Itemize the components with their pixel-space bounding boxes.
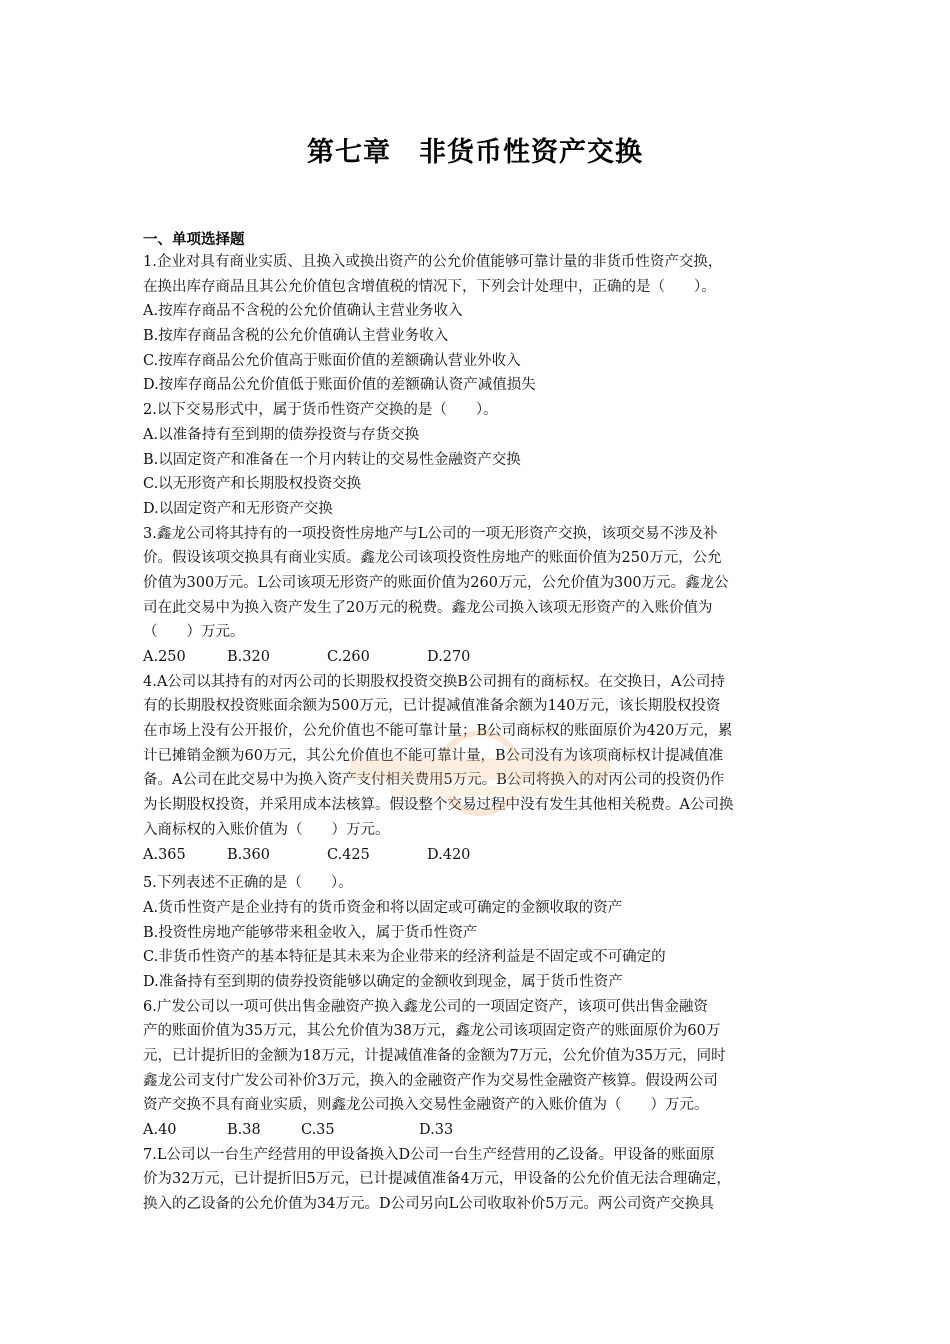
question-text-line: 7.L公司以一台生产经营用的甲设备换入D公司一台生产经营用的乙设备。甲设备的账面原 — [143, 1146, 715, 1163]
option-a: A.货币性资产是企业持有的货币资金和将以固定或可确定的金额收取的资产 — [143, 899, 623, 916]
question-5 — [143, 871, 811, 994]
question-3 — [143, 522, 811, 670]
option-b: B.320 — [227, 649, 270, 665]
question-text-line: 1.企业对具有商业实质、且换入或换出资产的公允价值能够可靠计量的非货币性资产交换， — [143, 254, 723, 270]
question-text-line: 价为32万元，已计提折旧5万元，已计提减值准备4万元，甲设备的公允价值无法合理确定， — [143, 1171, 731, 1188]
question-6 — [143, 995, 811, 1143]
inline-options — [143, 1118, 811, 1143]
inline-options — [143, 645, 811, 670]
option-c: C.按库存商品公允价值高于账面价值的差额确认营业外收入 — [143, 352, 521, 369]
question-text-line: 为长期股权投资，并采用成本法核算。假设整个交易过程中没有发生其他相关税费。A公司换 — [143, 797, 734, 814]
question-7 — [143, 1143, 811, 1217]
question-text-line: 产的账面价值为35万元，其公允价值为38万元，鑫龙公司该项固定资产的账面原价为60万 — [143, 1023, 721, 1040]
question-text-line: 在市场上没有公开报价，公允价值也不能可靠计量；B公司商标权的账面原价为420万元，累 — [143, 723, 733, 740]
option-d: D.准备持有至到期的债券投资能够以确定的金额收到现金，属于货币性资产 — [143, 973, 623, 990]
option-b: B.以固定资产和准备在一个月内转让的交易性金融资产交换 — [143, 451, 521, 468]
option-d: D.33 — [419, 1122, 454, 1139]
question-2 — [143, 398, 811, 521]
question-text-line: 计已摊销金额为60万元，其公允价值也不能可靠计量，B公司没有为该项商标权计提减值准 — [143, 747, 724, 764]
option-a: A.250 — [143, 649, 186, 665]
question-text-line: 6.广发公司以一项可供出售金融资产换入鑫龙公司的一项固定资产，该项可供出售金融资 — [143, 998, 708, 1015]
option-b: B.按库存商品含税的公允价值确认主营业务收入 — [143, 328, 449, 345]
option-c: C.非货币性资产的基本特征是其未来为企业带来的经济利益是不固定或不可确定的 — [143, 949, 666, 966]
question-text-line: 入商标权的入账价值为（ ）万元。 — [143, 821, 390, 838]
question-text-line: 换入的乙设备的公允价值为34万元。D公司另向L公司收取补价5万元。两公司资产交换具 — [143, 1196, 714, 1213]
option-a: A.365 — [143, 846, 186, 863]
option-d: D.270 — [427, 649, 471, 665]
option-a: A.以准备持有至到期的债券投资与存货交换 — [143, 426, 420, 443]
question-text-line: 价。假设该项交换具有商业实质。鑫龙公司该项投资性房地产的账面价值为250万元，公允 — [143, 550, 722, 567]
option-c: C.260 — [327, 649, 370, 665]
option-c: C.35 — [301, 1122, 335, 1139]
question-text-line: （ ）万元。 — [143, 624, 245, 641]
option-b: B.360 — [227, 846, 270, 863]
question-text-line: 资产交换不具有商业实质，则鑫龙公司换入交易性金融资产的入账价值为（ ）万元。 — [143, 1097, 709, 1114]
question-text-line: 鑫龙公司支付广发公司补价3万元，换入的金融资产作为交易性金融资产核算。假设两公司 — [143, 1072, 718, 1089]
question-text-line: 在换出库存商品且其公允价值包含增值税的情况下，下列会计处理中，正确的是（ ）。 — [143, 278, 716, 295]
question-text-line: 4.A公司以其持有的对丙公司的长期股权投资交换B公司拥有的商标权。在交换日，A公司持 — [143, 673, 725, 690]
option-d: D.以固定资产和无形资产交换 — [143, 500, 333, 517]
question-text-line: 元，已计提折旧的金额为18万元，计提减值准备的金额为7万元，公允价值为35万元，同时 — [143, 1048, 726, 1064]
question-text-line: 价值为300万元。L公司该项无形资产的账面价值为260万元，公允价值为300万元。鑫龙公 — [143, 574, 729, 591]
section-heading: 一、单项选择题 — [143, 232, 245, 248]
inline-options — [143, 843, 811, 868]
option-a: A.按库存商品不含税的公允价值确认主营业务收入 — [143, 303, 463, 320]
option-b: B.投资性房地产能够带来租金收入，属于货币性资产 — [143, 924, 478, 941]
question-1 — [143, 250, 811, 398]
question-body — [143, 250, 811, 1217]
option-c: C.以无形资产和长期股权投资交换 — [143, 476, 362, 493]
option-a: A.40 — [143, 1122, 177, 1139]
question-text-line: 5.下列表述不正确的是（ ）。 — [143, 875, 353, 892]
question-text-line: 2.以下交易形式中，属于货币性资产交换的是（ ）。 — [143, 402, 498, 419]
question-text-line: 备。A公司在此交易中为换入资产支付相关费用5万元。B公司将换入的对丙公司的投资仍作 — [143, 772, 725, 789]
chapter-title: 第七章 非货币性资产交换 — [307, 137, 643, 168]
option-d: D.按库存商品公允价值低于账面价值的差额确认资产减值损失 — [143, 377, 536, 394]
option-d: D.420 — [427, 846, 471, 863]
question-text-line: 司在此交易中为换入资产发生了20万元的税费。鑫龙公司换入该项无形资产的入账价值为 — [143, 599, 713, 616]
option-c: C.425 — [327, 846, 370, 863]
question-4 — [143, 670, 811, 868]
question-text-line: 有的长期股权投资账面余额为500万元，已计提减值准备余额为140万元，该长期股权投资 — [143, 698, 721, 715]
question-text-line: 3.鑫龙公司将其持有的一项投资性房地产与L公司的一项无形资产交换，该项交易不涉及补 — [143, 525, 718, 542]
option-b: B.38 — [227, 1122, 261, 1139]
